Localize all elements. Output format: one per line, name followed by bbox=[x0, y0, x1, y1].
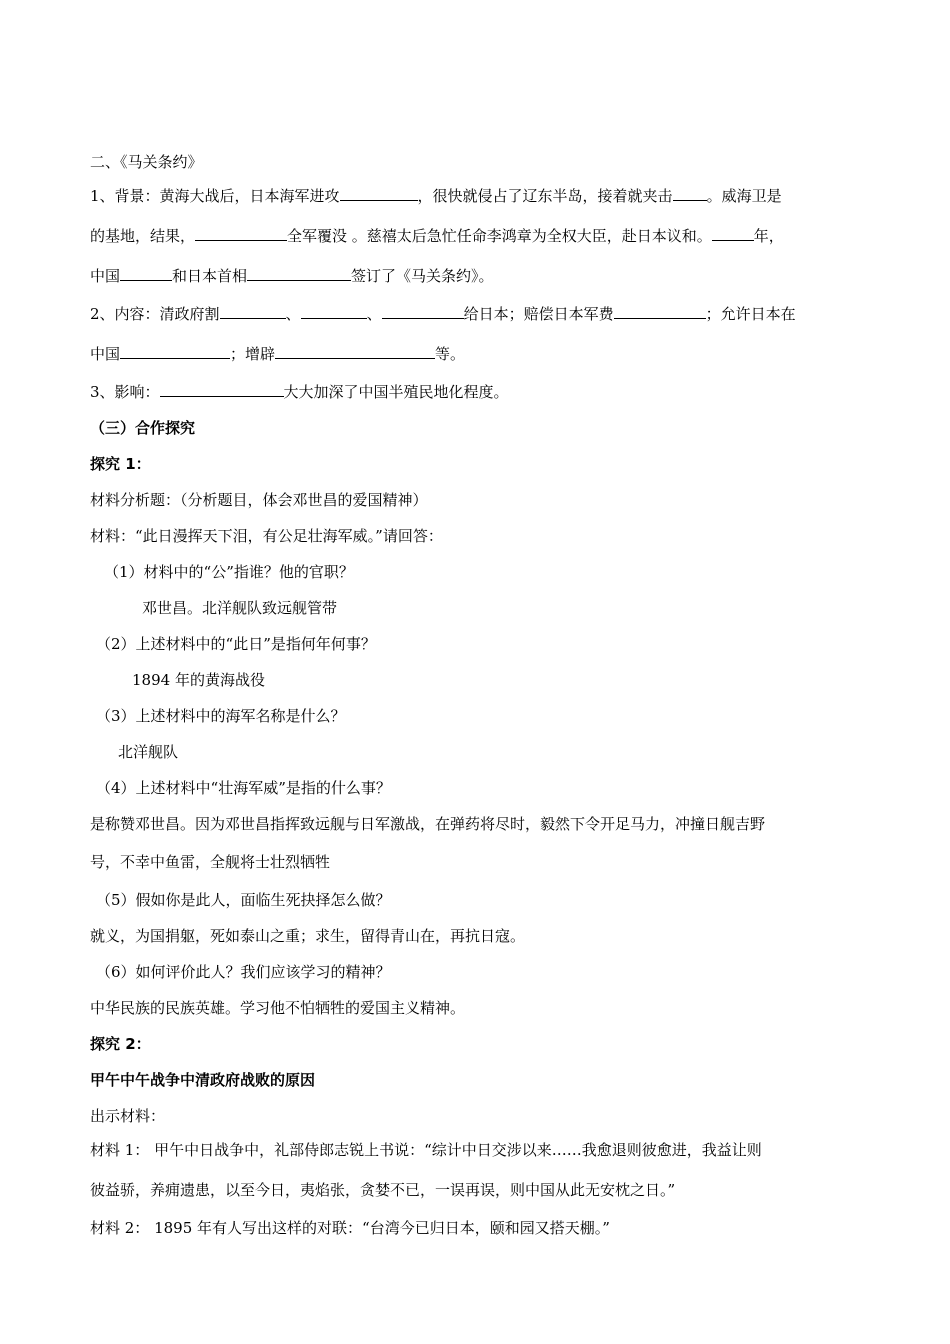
text: ；增辟 bbox=[230, 345, 276, 363]
text: 等。 bbox=[435, 345, 466, 363]
question-3: （3）上述材料中的海军名称是什么？ bbox=[96, 707, 346, 725]
question-4: （4）上述材料中“壮海军威”是指的什么事？ bbox=[96, 779, 391, 797]
text: 2、内容：清政府割 bbox=[90, 305, 220, 323]
explore-2-heading: 探究 2： bbox=[90, 1035, 151, 1053]
answer-2: 1894 年的黄海战役 bbox=[132, 671, 265, 689]
material-1-line-2: 彼益骄，养痈遗患，以至今日，夷焰张，贪婪不已，一误再误，则中国从此无安枕之日。” bbox=[90, 1181, 676, 1199]
impact-line bbox=[90, 382, 509, 402]
text: 1、背景：黄海大战后，日本海军进攻 bbox=[90, 187, 340, 205]
analysis-line: 材料分析题：（分析题目，体会邓世昌的爱国精神） bbox=[90, 491, 428, 509]
fill-blank[interactable] bbox=[120, 344, 230, 359]
text: 、 bbox=[285, 305, 301, 323]
question-5: （5）假如你是此人，面临生死抉择怎么做？ bbox=[96, 891, 391, 909]
background-line-3 bbox=[90, 266, 494, 286]
fill-blank[interactable] bbox=[614, 304, 706, 319]
fill-blank[interactable] bbox=[195, 226, 287, 241]
fill-blank[interactable] bbox=[340, 186, 418, 201]
text: 全军覆没 。慈禧太后急忙任命李鸿章为全权大臣，赴日本议和。 bbox=[287, 227, 712, 245]
material-1-line-1: 材料 1： 甲午中日战争中，礼部侍郎志锐上书说：“综计中日交涉以来……我愈退则彼愈进，我益让则 bbox=[90, 1141, 762, 1159]
answer-6: 中华民族的民族英雄。学习他不怕牺牲的爱国主义精神。 bbox=[90, 999, 466, 1017]
question-6: （6）如何评价此人？我们应该学习的精神？ bbox=[96, 963, 391, 981]
content-line-1 bbox=[90, 304, 796, 324]
section-heading: 二、《马关条约》 bbox=[90, 153, 203, 171]
answer-1: 邓世昌。北洋舰队致远舰管带 bbox=[142, 599, 338, 617]
text: 大大加深了中国半殖民地化程度。 bbox=[283, 383, 509, 401]
content-line-2 bbox=[90, 344, 465, 364]
text: ，很快就侵占了辽东半岛，接着就夹击 bbox=[417, 187, 673, 205]
material-2: 材料 2： 1895 年有人写出这样的对联：“台湾今已归日本，颐和园又搭天棚。” bbox=[90, 1219, 610, 1237]
text: 的基地，结果， bbox=[90, 227, 196, 245]
text: 中国 bbox=[90, 267, 121, 285]
fill-blank[interactable] bbox=[673, 186, 707, 201]
fill-blank[interactable] bbox=[247, 266, 351, 281]
fill-blank[interactable] bbox=[160, 382, 284, 397]
answer-4-line-1: 是称赞邓世昌。因为邓世昌指挥致远舰与日军激战，在弹药将尽时，毅然下令开足马力，冲撞日舰吉野 bbox=[90, 815, 766, 833]
fill-blank[interactable] bbox=[220, 304, 286, 319]
text: 。威海卫是 bbox=[706, 187, 782, 205]
text: 给日本；赔偿日本军费 bbox=[463, 305, 614, 323]
background-line-1 bbox=[90, 186, 782, 206]
question-1: （1）材料中的“公”指谁？他的官职？ bbox=[104, 563, 354, 581]
text: ；允许日本在 bbox=[705, 305, 796, 323]
answer-4-line-2: 号，不幸中鱼雷，全舰将士壮烈牺牲 bbox=[90, 853, 331, 871]
text: 中国 bbox=[90, 345, 121, 363]
text: 、 bbox=[366, 305, 382, 323]
fill-blank[interactable] bbox=[712, 226, 754, 241]
explore-1-heading: 探究 1： bbox=[90, 455, 151, 473]
text: 年， bbox=[753, 227, 784, 245]
text: 3、影响： bbox=[90, 383, 160, 401]
text: 和日本首相 bbox=[172, 267, 248, 285]
background-line-2 bbox=[90, 226, 784, 246]
question-2: （2）上述材料中的“此日”是指何年何事？ bbox=[96, 635, 376, 653]
show-material-label: 出示材料： bbox=[90, 1107, 166, 1125]
fill-blank[interactable] bbox=[301, 304, 367, 319]
answer-3: 北洋舰队 bbox=[118, 743, 179, 761]
answer-5: 就义，为国捐躯，死如泰山之重；求生，留得青山在，再抗日寇。 bbox=[90, 927, 526, 945]
coop-heading: （三）合作探究 bbox=[90, 419, 196, 437]
fill-blank[interactable] bbox=[275, 344, 435, 359]
text: 签订了《马关条约》。 bbox=[351, 267, 494, 285]
explore-2-topic: 甲午中午战争中清政府战败的原因 bbox=[90, 1071, 316, 1089]
fill-blank[interactable] bbox=[120, 266, 172, 281]
material-line: 材料：“此日漫挥天下泪，有公足壮海军威。”请回答： bbox=[90, 527, 443, 545]
fill-blank[interactable] bbox=[382, 304, 464, 319]
